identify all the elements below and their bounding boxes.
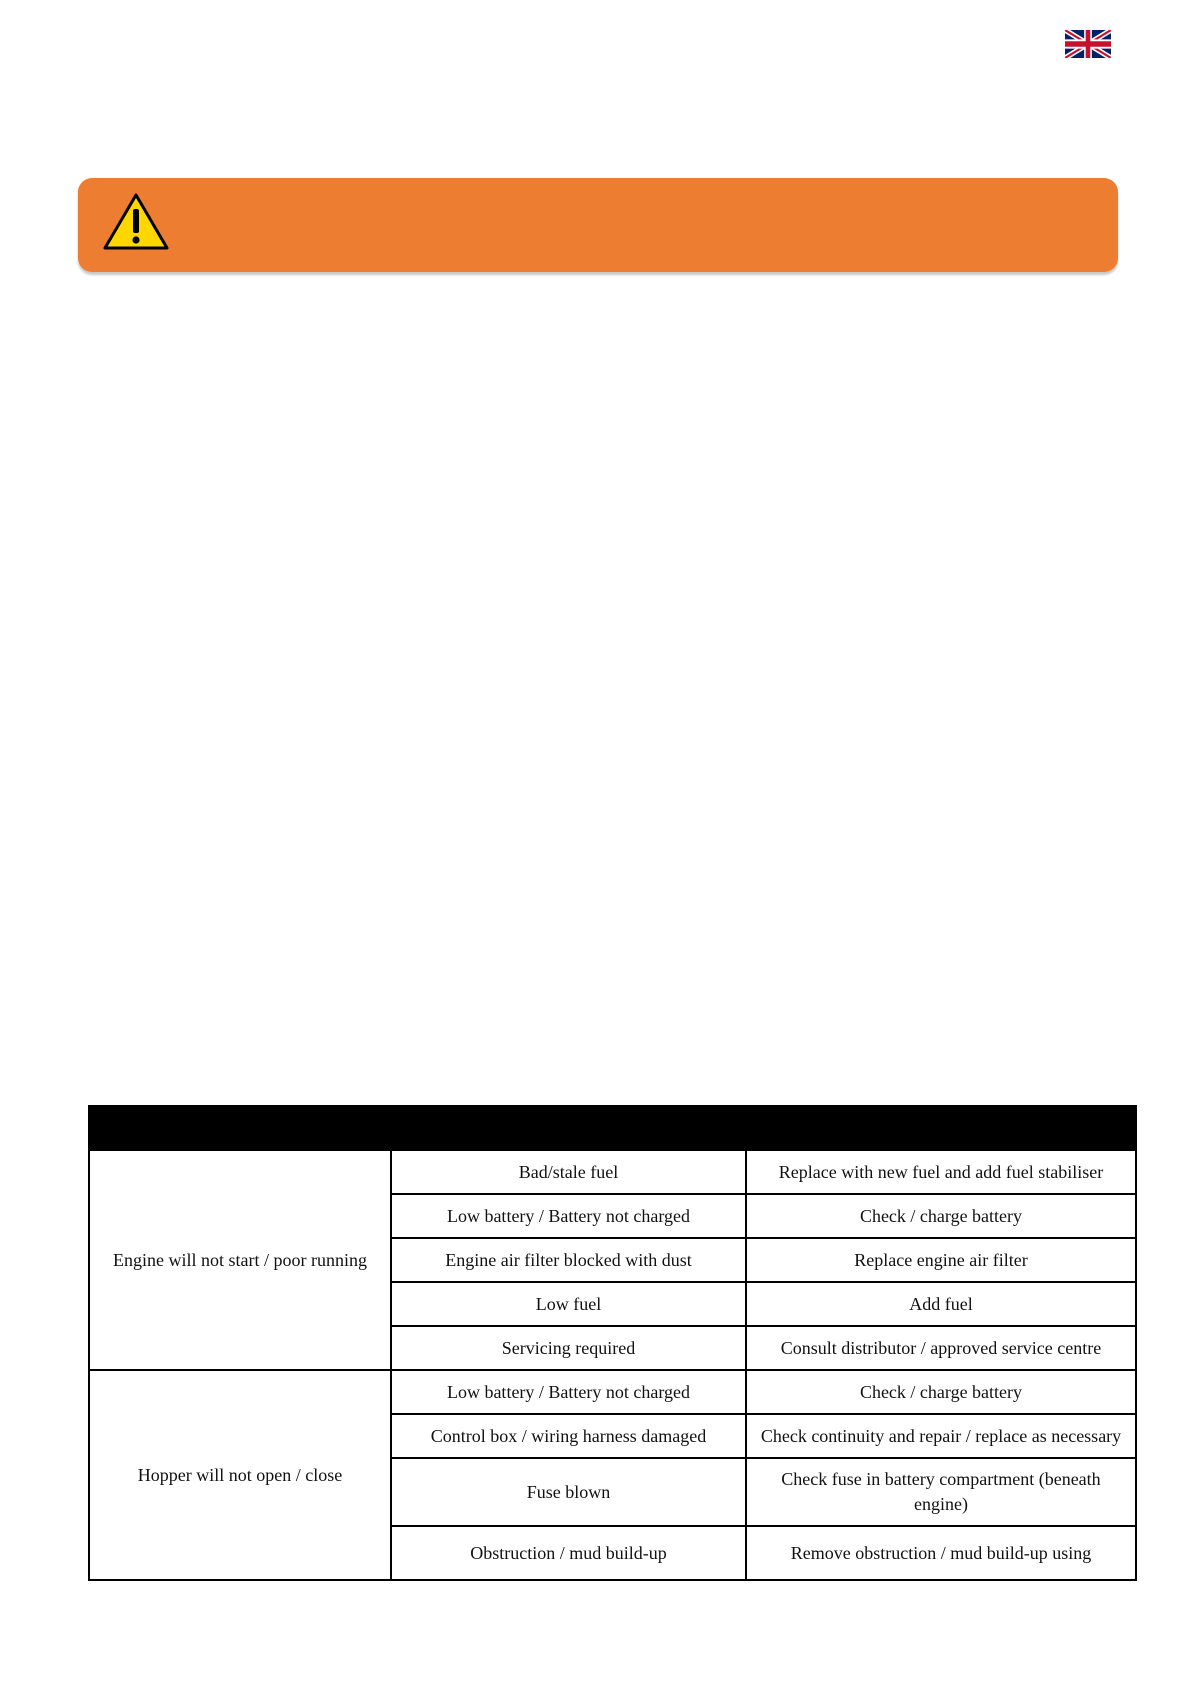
uk-flag-icon: [1065, 30, 1111, 58]
remedy-cell: Replace with new fuel and add fuel stabiliser: [746, 1150, 1136, 1194]
header-cause-cell: [391, 1106, 746, 1150]
warning-banner: [78, 178, 1118, 272]
cause-cell: Low battery / Battery not charged: [391, 1194, 746, 1238]
cause-cell: Servicing required: [391, 1326, 746, 1370]
warning-triangle-icon: [102, 191, 170, 251]
cause-cell: Low fuel: [391, 1282, 746, 1326]
remedy-cell: Remove obstruction / mud build-up using: [746, 1526, 1136, 1580]
remedy-cell: Check fuse in battery compartment (beneath engine): [746, 1458, 1136, 1526]
remedy-cell: Replace engine air filter: [746, 1238, 1136, 1282]
problem-cell: Engine will not start / poor running: [89, 1150, 391, 1370]
remedy-cell: Check / charge battery: [746, 1370, 1136, 1414]
remedy-cell: Add fuel: [746, 1282, 1136, 1326]
remedy-cell: Check continuity and repair / replace as necessary: [746, 1414, 1136, 1458]
cause-cell: Low battery / Battery not charged: [391, 1370, 746, 1414]
table-header-band: [89, 1106, 1136, 1150]
cause-cell: Control box / wiring harness damaged: [391, 1414, 746, 1458]
problem-cell: Hopper will not open / close: [89, 1370, 391, 1580]
cause-cell: Bad/stale fuel: [391, 1150, 746, 1194]
header-remedy-cell: [746, 1106, 1136, 1150]
remedy-cell: Consult distributor / approved service centre: [746, 1326, 1136, 1370]
troubleshooting-table: [88, 1105, 1137, 1581]
header-problem-cell: [89, 1106, 391, 1150]
cause-cell: Fuse blown: [391, 1458, 746, 1526]
table-row: [89, 1150, 1136, 1194]
cause-cell: Engine air filter blocked with dust: [391, 1238, 746, 1282]
remedy-cell: Check / charge battery: [746, 1194, 1136, 1238]
cause-cell: Obstruction / mud build-up: [391, 1526, 746, 1580]
table-row: [89, 1370, 1136, 1414]
